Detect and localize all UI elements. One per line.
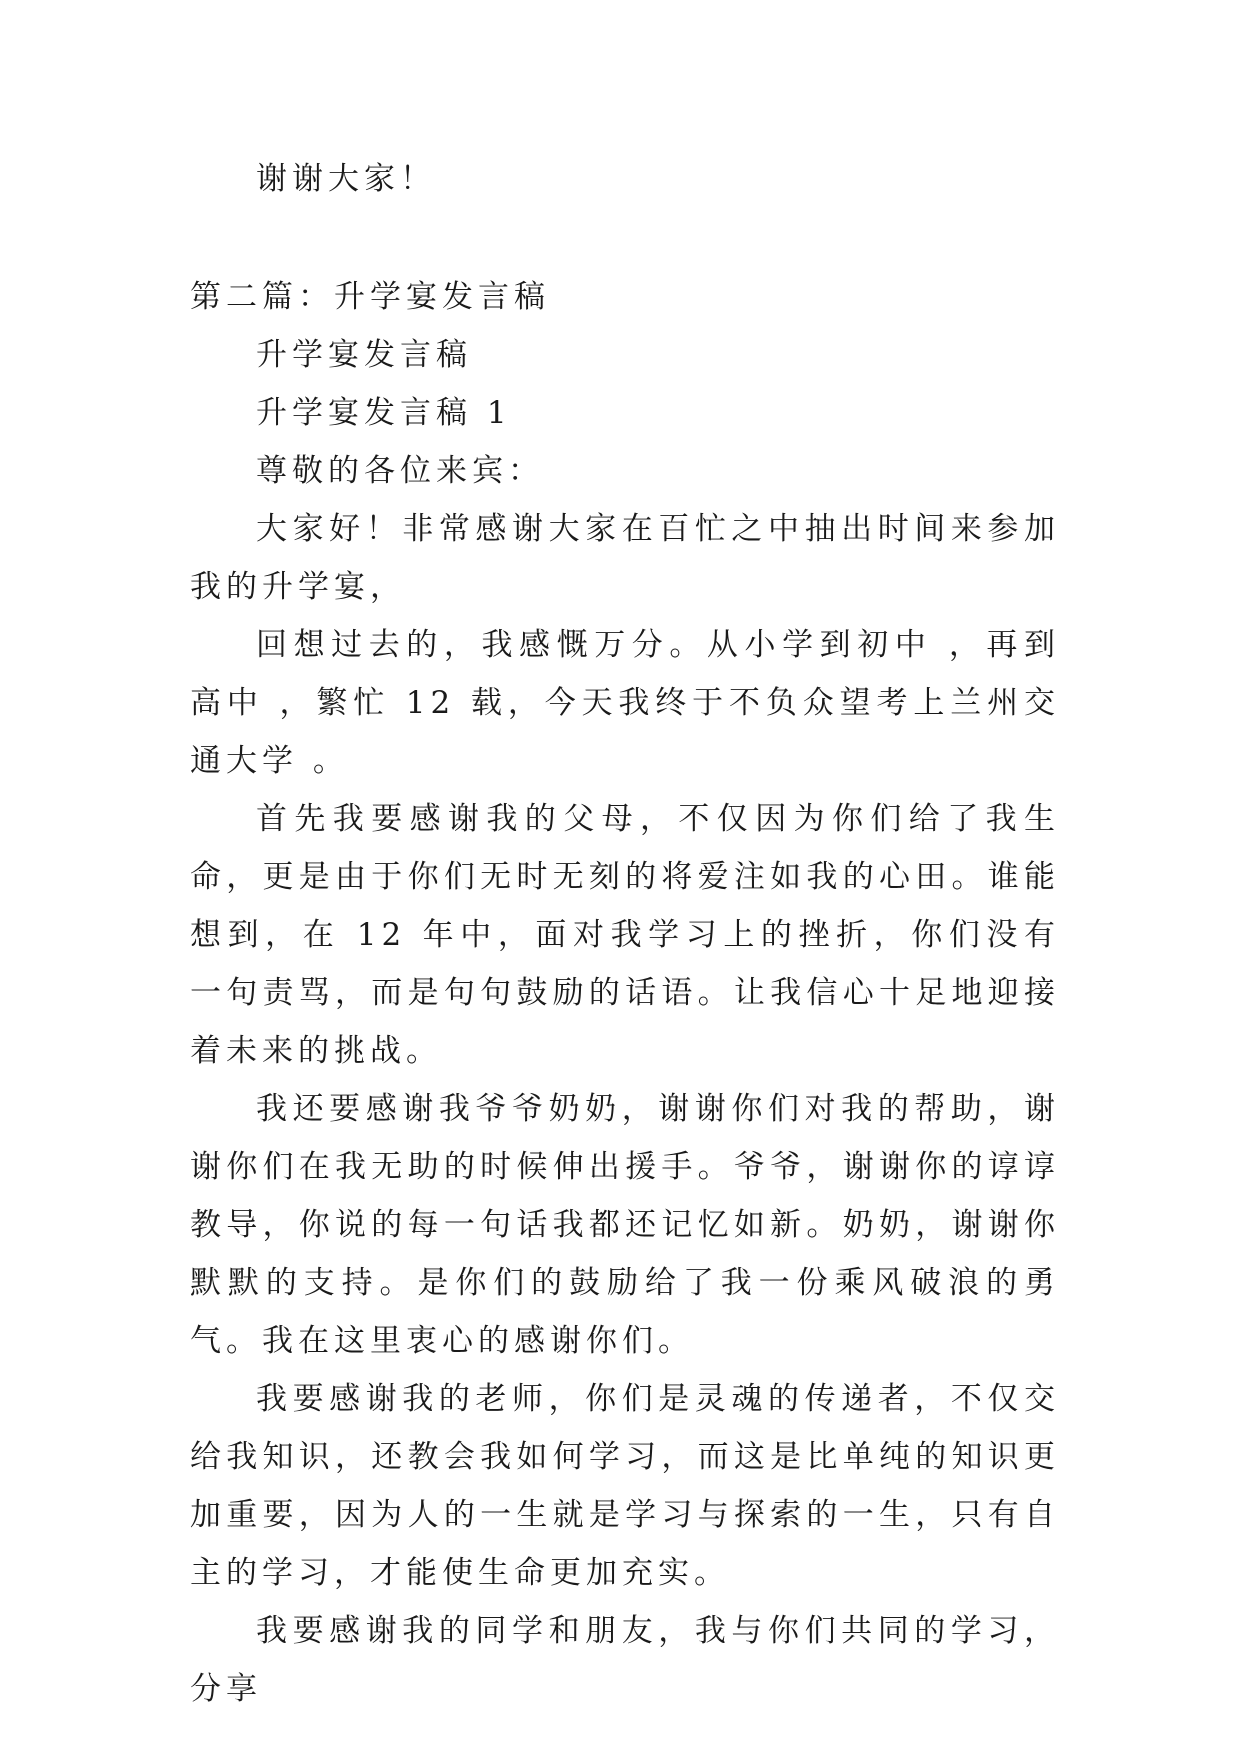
document-page [190, 150, 1060, 1718]
paragraph: 我还要感谢我爷爷奶奶，谢谢你们对我的帮助，谢谢你们在我无助的时候伸出援手。爷爷，谢谢你的谆谆教导，你说的每一句话我都还记忆如新。奶奶，谢谢你默默的支持。是你们的鼓励给了我一份乘风破浪的勇气。我在这里衷心的感谢你们。 [190, 1091, 1060, 1359]
closing-line: 谢谢大家！ [256, 161, 436, 197]
section-heading: 第二篇：升学宴发言稿 [190, 279, 550, 315]
paragraph: 我要感谢我的老师，你们是灵魂的传递者，不仅交给我知识，还教会我如何学习，而这是比单纯的知识更加重要，因为人的一生就是学习与探索的一生，只有自主的学习，才能使生命更加充实。 [190, 1381, 1060, 1591]
document-subtitle: 升学宴发言稿 1 [256, 395, 512, 431]
paragraph: 回想过去的，我感慨万分。从小学到初中 ，再到高中 ，繁忙 12 载，今天我终于不负众望考上兰州交通大学 。 [190, 627, 1060, 779]
paragraph: 首先我要感谢我的父母，不仅因为你们给了我生命，更是由于你们无时无刻的将爱注如我的心田。谁能想到，在 12 年中，面对我学习上的挫折，你们没有一句责骂，而是句句鼓励的话语。让我信心十足地迎接着未来的挑战。 [190, 801, 1060, 1069]
document-title: 升学宴发言稿 [256, 337, 472, 373]
paragraph: 我要感谢我的同学和朋友，我与你们共同的学习，分享 [190, 1613, 1060, 1707]
paragraph: 大家好！非常感谢大家在百忙之中抽出时间来参加我的升学宴， [190, 511, 1060, 605]
salutation: 尊敬的各位来宾： [256, 453, 544, 489]
